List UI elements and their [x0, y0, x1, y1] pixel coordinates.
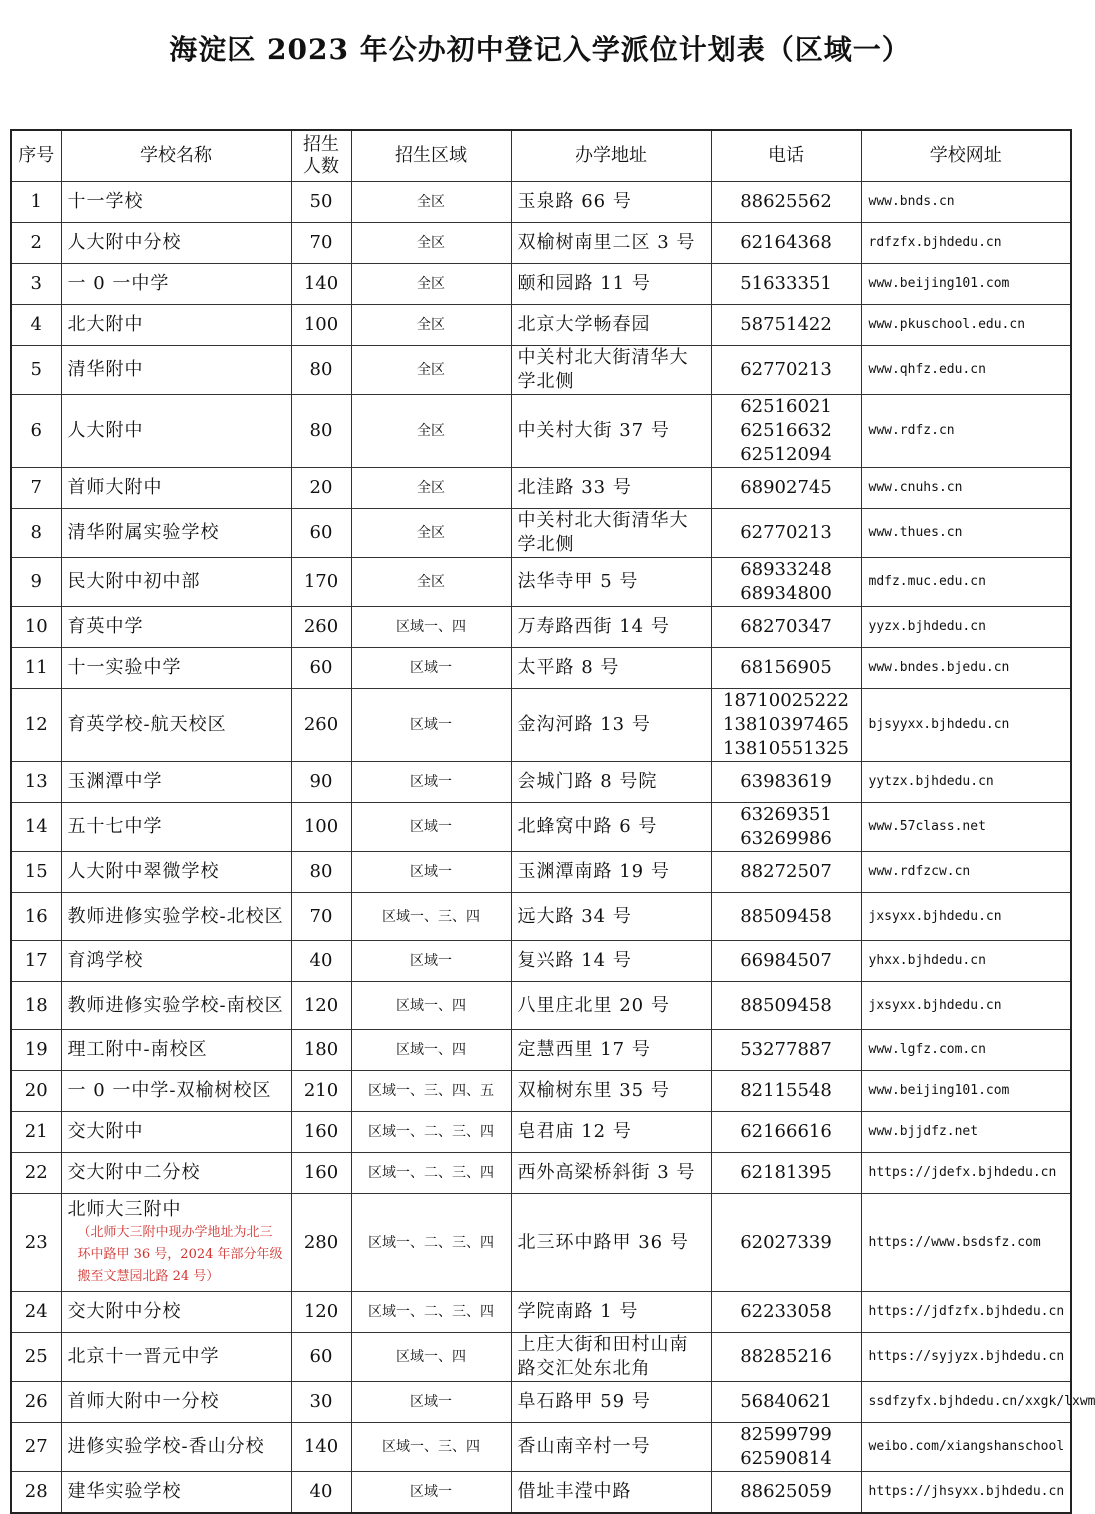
phone-number: 18710025222: [723, 690, 849, 711]
enrollment-area: 全区: [351, 305, 511, 346]
school-name-text: 交大附中分校: [67, 1301, 182, 1322]
enrollment-area: 区域一、二、三、四: [351, 1194, 511, 1292]
school-name-text: 首师大附中: [67, 477, 163, 498]
table-row: [11, 852, 1071, 893]
phone-number: 88285216: [740, 1346, 832, 1367]
table-row: [11, 395, 1071, 468]
phone-cell: [711, 607, 861, 648]
school-name-text: 育英中学: [67, 616, 144, 637]
row-number: 20: [11, 1071, 61, 1112]
phone-number: 88625562: [740, 191, 832, 212]
school-address: 太平路 8 号: [511, 648, 711, 689]
school-address: 北三环中路甲 36 号: [511, 1194, 711, 1292]
table-row: [11, 346, 1071, 395]
header-phone: 电话: [711, 130, 861, 182]
school-name-text: 教师进修实验学校-南校区: [67, 994, 284, 1016]
phone-number: 13810397465: [723, 714, 849, 735]
table-row: [11, 305, 1071, 346]
phone-cell: [711, 1472, 861, 1513]
table-row: [11, 689, 1071, 762]
enrollment-area: 全区: [351, 509, 511, 558]
row-number: 15: [11, 852, 61, 893]
school-name: [61, 762, 291, 803]
enrollment-count: 60: [291, 648, 351, 689]
school-website: www.thues.cn: [861, 509, 1071, 558]
row-number: 3: [11, 264, 61, 305]
enrollment-area: 全区: [351, 558, 511, 607]
enrollment-area: 区域一、二、三、四: [351, 1153, 511, 1194]
enrollment-count: 40: [291, 1472, 351, 1513]
school-name-text: 人大附中: [67, 420, 144, 441]
enrollment-area: 区域一: [351, 648, 511, 689]
table-row: [11, 1194, 1071, 1292]
school-website: https://syjyzx.bjhdedu.cn: [861, 1333, 1071, 1382]
phone-cell: [711, 689, 861, 762]
table-row: [11, 1153, 1071, 1194]
school-name: [61, 941, 291, 982]
phone-number: 62166616: [740, 1121, 832, 1142]
enrollment-area: 区域一: [351, 941, 511, 982]
school-name: [61, 223, 291, 264]
row-number: 18: [11, 982, 61, 1030]
row-number: 10: [11, 607, 61, 648]
school-address: 定慧西里 17 号: [511, 1030, 711, 1071]
school-name: [61, 1333, 291, 1382]
school-name-text: 教师进修实验学校-北校区: [67, 905, 284, 927]
row-number: 26: [11, 1382, 61, 1423]
school-name: [61, 1071, 291, 1112]
table-row: [11, 893, 1071, 941]
school-name: [61, 803, 291, 852]
school-address: 会城门路 8 号院: [511, 762, 711, 803]
school-website: yyzx.bjhdedu.cn: [861, 607, 1071, 648]
school-name: [61, 648, 291, 689]
phone-number: 68156905: [740, 657, 832, 678]
school-name: [61, 509, 291, 558]
school-name: [61, 1292, 291, 1333]
enrollment-area: 全区: [351, 346, 511, 395]
school-address: 北蜂窝中路 6 号: [511, 803, 711, 852]
enrollment-count: 50: [291, 182, 351, 223]
enrollment-area: 区域一、二、三、四: [351, 1112, 511, 1153]
row-number: 5: [11, 346, 61, 395]
phone-cell: [711, 1153, 861, 1194]
school-name: [61, 468, 291, 509]
phone-number: 68902745: [740, 477, 832, 498]
phone-cell: [711, 893, 861, 941]
table-row: [11, 182, 1071, 223]
row-number: 22: [11, 1153, 61, 1194]
school-address: 借址丰滢中路: [511, 1472, 711, 1513]
phone-number: 68270347: [740, 616, 832, 637]
enrollment-count: 70: [291, 223, 351, 264]
phone-cell: [711, 941, 861, 982]
enrollment-area: 区域一: [351, 689, 511, 762]
table-row: [11, 1472, 1071, 1513]
table-header-row: [11, 130, 1071, 182]
school-name: [61, 182, 291, 223]
enrollment-count: 160: [291, 1112, 351, 1153]
phone-cell: [711, 648, 861, 689]
row-number: 28: [11, 1472, 61, 1513]
enrollment-area: 全区: [351, 182, 511, 223]
row-number: 7: [11, 468, 61, 509]
enrollment-count: 260: [291, 689, 351, 762]
row-number: 25: [11, 1333, 61, 1382]
phone-cell: [711, 803, 861, 852]
school-name-text: 交大附中: [67, 1121, 144, 1142]
school-website: www.bnds.cn: [861, 182, 1071, 223]
enrollment-count: 120: [291, 982, 351, 1030]
enrollment-count: 100: [291, 803, 351, 852]
row-number: 6: [11, 395, 61, 468]
phone-cell: [711, 1333, 861, 1382]
enrollment-area: 区域一、三、四、五: [351, 1071, 511, 1112]
enrollment-count: 40: [291, 941, 351, 982]
school-name-text: 理工附中-南校区: [67, 1039, 208, 1060]
phone-number: 62770213: [740, 359, 832, 380]
phone-number: 62590814: [740, 1448, 832, 1469]
enrollment-count: 180: [291, 1030, 351, 1071]
phone-number: 88272507: [740, 861, 832, 882]
phone-number: 88625059: [740, 1480, 832, 1502]
school-name-text: 一 0 一中学: [67, 273, 170, 294]
enrollment-count: 60: [291, 509, 351, 558]
school-address: 西外高梁桥斜街 3 号: [511, 1153, 711, 1194]
school-name: [61, 1472, 291, 1513]
school-address: 北京大学畅春园: [511, 305, 711, 346]
phone-cell: [711, 558, 861, 607]
page-title: 海淀区 2023 年公办初中登记入学派位计划表（区域一）: [169, 33, 911, 66]
school-address: 中关村北大街清华大学北侧: [511, 346, 711, 395]
enrollment-count: 210: [291, 1071, 351, 1112]
school-name-text: 玉渊潭中学: [67, 771, 163, 792]
school-name: [61, 264, 291, 305]
table-row: [11, 1333, 1071, 1382]
school-name-text: 民大附中初中部: [67, 571, 201, 592]
enrollment-area: 全区: [351, 468, 511, 509]
school-name: [61, 558, 291, 607]
school-name-text: 人大附中分校: [67, 232, 182, 253]
enrollment-area: 全区: [351, 395, 511, 468]
row-number: 19: [11, 1030, 61, 1071]
enrollment-area: 区域一: [351, 1382, 511, 1423]
phone-number: 13810551325: [723, 738, 849, 759]
phone-number: 63269986: [740, 828, 832, 849]
school-name: [61, 1030, 291, 1071]
school-name-text: 清华附中: [67, 359, 144, 380]
row-number: 16: [11, 893, 61, 941]
school-address: 玉渊潭南路 19 号: [511, 852, 711, 893]
table-row: [11, 468, 1071, 509]
school-name-text: 育英学校-航天校区: [67, 714, 227, 735]
header-address: 办学地址: [511, 130, 711, 182]
row-number: 12: [11, 689, 61, 762]
enrollment-count: 60: [291, 1333, 351, 1382]
phone-cell: [711, 1292, 861, 1333]
school-name-text: 北大附中: [67, 314, 144, 335]
school-name: [61, 1194, 291, 1292]
row-number: 4: [11, 305, 61, 346]
table-row: [11, 509, 1071, 558]
phone-number: 56840621: [740, 1391, 832, 1412]
school-website: www.57class.net: [861, 803, 1071, 852]
row-number: 8: [11, 509, 61, 558]
phone-number: 62027339: [740, 1231, 832, 1253]
school-name: [61, 1112, 291, 1153]
school-name: [61, 395, 291, 468]
school-address: 玉泉路 66 号: [511, 182, 711, 223]
enrollment-table: [10, 129, 1095, 1514]
school-address: 上庄大街和田村山南路交汇处东北角: [511, 1333, 711, 1382]
row-number: 14: [11, 803, 61, 852]
school-name: [61, 1153, 291, 1194]
school-website: www.rdfzcw.cn: [861, 852, 1071, 893]
school-name-text: 北师大三附中: [67, 1198, 182, 1220]
school-website: https://jdefx.bjhdedu.cn: [861, 1153, 1071, 1194]
enrollment-count: 140: [291, 264, 351, 305]
school-website: bjsyyxx.bjhdedu.cn: [861, 689, 1071, 762]
school-name-text: 北京十一晋元中学: [67, 1346, 220, 1367]
school-name-text: 建华实验学校: [67, 1480, 182, 1502]
phone-cell: [711, 1030, 861, 1071]
school-address: 北洼路 33 号: [511, 468, 711, 509]
phone-number: 68933248: [740, 559, 832, 580]
enrollment-area: 区域一: [351, 762, 511, 803]
enrollment-count: 30: [291, 1382, 351, 1423]
table-row: [11, 1071, 1071, 1112]
school-name: [61, 1382, 291, 1423]
school-address: 八里庄北里 20 号: [511, 982, 711, 1030]
school-address: 香山南辛村一号: [511, 1423, 711, 1472]
school-website: www.cnuhs.cn: [861, 468, 1071, 509]
phone-cell: [711, 305, 861, 346]
header-enrollment-area: 招生区域: [351, 130, 511, 182]
enrollment-area: 区域一: [351, 803, 511, 852]
enrollment-count: 20: [291, 468, 351, 509]
phone-number: 58751422: [740, 314, 832, 335]
header-enrollment-count: 招生人数: [291, 130, 351, 182]
phone-cell: [711, 468, 861, 509]
enrollment-count: 260: [291, 607, 351, 648]
row-number: 13: [11, 762, 61, 803]
row-number: 17: [11, 941, 61, 982]
school-address: 复兴路 14 号: [511, 941, 711, 982]
school-address: 阜石路甲 59 号: [511, 1382, 711, 1423]
enrollment-count: 100: [291, 305, 351, 346]
school-name-text: 十一学校: [67, 191, 144, 212]
school-name: [61, 305, 291, 346]
phone-number: 82115548: [740, 1080, 832, 1101]
row-number: 1: [11, 182, 61, 223]
school-name-text: 进修实验学校-香山分校: [67, 1436, 265, 1457]
phone-number: 88509458: [740, 994, 832, 1016]
enrollment-count: 120: [291, 1292, 351, 1333]
header-no: 序号: [11, 130, 61, 182]
school-website: www.beijing101.com: [861, 264, 1071, 305]
phone-cell: [711, 182, 861, 223]
school-address: 皂君庙 12 号: [511, 1112, 711, 1153]
school-name: [61, 689, 291, 762]
school-address: 双榆树南里二区 3 号: [511, 223, 711, 264]
phone-cell: [711, 852, 861, 893]
school-website: yhxx.bjhdedu.cn: [861, 941, 1071, 982]
school-website: www.bndes.bjedu.cn: [861, 648, 1071, 689]
school-website: https://jhsyxx.bjhdedu.cn: [861, 1472, 1071, 1513]
table-row: [11, 803, 1071, 852]
school-name-text: 育鸿学校: [67, 950, 144, 971]
table-row: [11, 607, 1071, 648]
row-number: 2: [11, 223, 61, 264]
phone-number: 66984507: [740, 950, 832, 971]
enrollment-area: 区域一、四: [351, 1030, 511, 1071]
school-name-text: 五十七中学: [67, 816, 163, 837]
table-row: [11, 1292, 1071, 1333]
school-website: yytzx.bjhdedu.cn: [861, 762, 1071, 803]
row-number: 24: [11, 1292, 61, 1333]
table-row: [11, 1112, 1071, 1153]
phone-number: 62512094: [740, 444, 832, 465]
row-number: 27: [11, 1423, 61, 1472]
row-number: 11: [11, 648, 61, 689]
phone-number: 62516632: [740, 420, 832, 441]
phone-number: 68934800: [740, 583, 832, 604]
school-address: 万寿路西街 14 号: [511, 607, 711, 648]
school-address: 中关村北大街清华大学北侧: [511, 509, 711, 558]
header-school-name: 学校名称: [61, 130, 291, 182]
school-name-text: 一 0 一中学-双榆树校区: [67, 1080, 272, 1101]
enrollment-count: 70: [291, 893, 351, 941]
school-name: [61, 852, 291, 893]
phone-cell: [711, 1423, 861, 1472]
table-row: [11, 1382, 1071, 1423]
table-row: [11, 223, 1071, 264]
phone-cell: [711, 982, 861, 1030]
school-website: https://www.bsdsfz.com: [861, 1194, 1071, 1292]
phone-cell: [711, 264, 861, 305]
enrollment-area: 区域一、三、四: [351, 893, 511, 941]
phone-cell: [711, 762, 861, 803]
school-address: 法华寺甲 5 号: [511, 558, 711, 607]
school-website: mdfz.muc.edu.cn: [861, 558, 1071, 607]
phone-cell: [711, 346, 861, 395]
phone-cell: [711, 1112, 861, 1153]
enrollment-area: 区域一: [351, 1472, 511, 1513]
school-website: www.qhfz.edu.cn: [861, 346, 1071, 395]
school-address: 远大路 34 号: [511, 893, 711, 941]
enrollment-count: 280: [291, 1194, 351, 1292]
enrollment-count: 90: [291, 762, 351, 803]
school-name: [61, 346, 291, 395]
enrollment-count: 80: [291, 346, 351, 395]
school-website: rdfzfx.bjhdedu.cn: [861, 223, 1071, 264]
enrollment-area: 区域一、四: [351, 607, 511, 648]
phone-number: 62516021: [740, 396, 832, 417]
table-row: [11, 1030, 1071, 1071]
phone-cell: [711, 1071, 861, 1112]
table-row: [11, 982, 1071, 1030]
school-website: www.pkuschool.edu.cn: [861, 305, 1071, 346]
school-name-text: 清华附属实验学校: [67, 522, 220, 543]
table-row: [11, 264, 1071, 305]
enrollment-area: 区域一、四: [351, 1333, 511, 1382]
phone-number: 88509458: [740, 905, 832, 927]
school-website: www.beijing101.com: [861, 1071, 1071, 1112]
phone-cell: [711, 395, 861, 468]
school-name-text: 十一实验中学: [67, 657, 182, 678]
phone-number: 62181395: [740, 1162, 832, 1183]
table-row: [11, 558, 1071, 607]
school-website: jxsyxx.bjhdedu.cn: [861, 982, 1071, 1030]
school-address: 颐和园路 11 号: [511, 264, 711, 305]
enrollment-count: 140: [291, 1423, 351, 1472]
phone-cell: [711, 1194, 861, 1292]
row-number: 9: [11, 558, 61, 607]
enrollment-area: 区域一、四: [351, 982, 511, 1030]
enrollment-count: 80: [291, 852, 351, 893]
phone-number: 82599799: [740, 1424, 832, 1445]
school-name: [61, 982, 291, 1030]
table-row: [11, 762, 1071, 803]
school-name: [61, 893, 291, 941]
phone-cell: [711, 1382, 861, 1423]
school-address: 学院南路 1 号: [511, 1292, 711, 1333]
school-address: 金沟河路 13 号: [511, 689, 711, 762]
school-address: 双榆树东里 35 号: [511, 1071, 711, 1112]
table-row: [11, 648, 1071, 689]
enrollment-count: 160: [291, 1153, 351, 1194]
row-number: 23: [11, 1194, 61, 1292]
school-address: 中关村大街 37 号: [511, 395, 711, 468]
enrollment-count: 170: [291, 558, 351, 607]
phone-number: 63269351: [740, 804, 832, 825]
enrollment-area: 区域一: [351, 852, 511, 893]
school-website: jxsyxx.bjhdedu.cn: [861, 893, 1071, 941]
school-website: www.rdfz.cn: [861, 395, 1071, 468]
phone-number: 51633351: [740, 273, 832, 294]
school-note: （北师大三附中现办学地址为北三环中路甲 36 号，2024 年部分年级搬至文慧园北路 24 号）: [77, 1224, 283, 1284]
school-website: www.bjjdfz.net: [861, 1112, 1071, 1153]
school-website: www.lgfz.com.cn: [861, 1030, 1071, 1071]
phone-number: 62770213: [740, 522, 832, 543]
school-name: [61, 607, 291, 648]
header-website: 学校网址: [861, 130, 1071, 182]
enrollment-area: 全区: [351, 223, 511, 264]
phone-number: 62233058: [740, 1301, 832, 1322]
phone-cell: [711, 509, 861, 558]
school-name-text: 交大附中二分校: [67, 1162, 201, 1183]
row-number: 21: [11, 1112, 61, 1153]
school-website: https://jdfzfx.bjhdedu.cn: [861, 1292, 1071, 1333]
school-name-text: 人大附中翠微学校: [67, 861, 220, 882]
phone-number: 63983619: [740, 771, 832, 792]
enrollment-count: 80: [291, 395, 351, 468]
enrollment-area: 区域一、三、四: [351, 1423, 511, 1472]
school-website: ssdfzyfx.bjhdedu.cn/xxgk/lxwm: [861, 1382, 1071, 1423]
phone-cell: [711, 223, 861, 264]
enrollment-area: 区域一、二、三、四: [351, 1292, 511, 1333]
school-name: [61, 1423, 291, 1472]
school-website: weibo.com/xiangshanschool: [861, 1423, 1071, 1472]
table-row: [11, 941, 1071, 982]
phone-number: 62164368: [740, 232, 832, 253]
table-row: [11, 1423, 1071, 1472]
school-name-text: 首师大附中一分校: [67, 1391, 220, 1412]
enrollment-area: 全区: [351, 264, 511, 305]
phone-number: 53277887: [740, 1039, 832, 1060]
